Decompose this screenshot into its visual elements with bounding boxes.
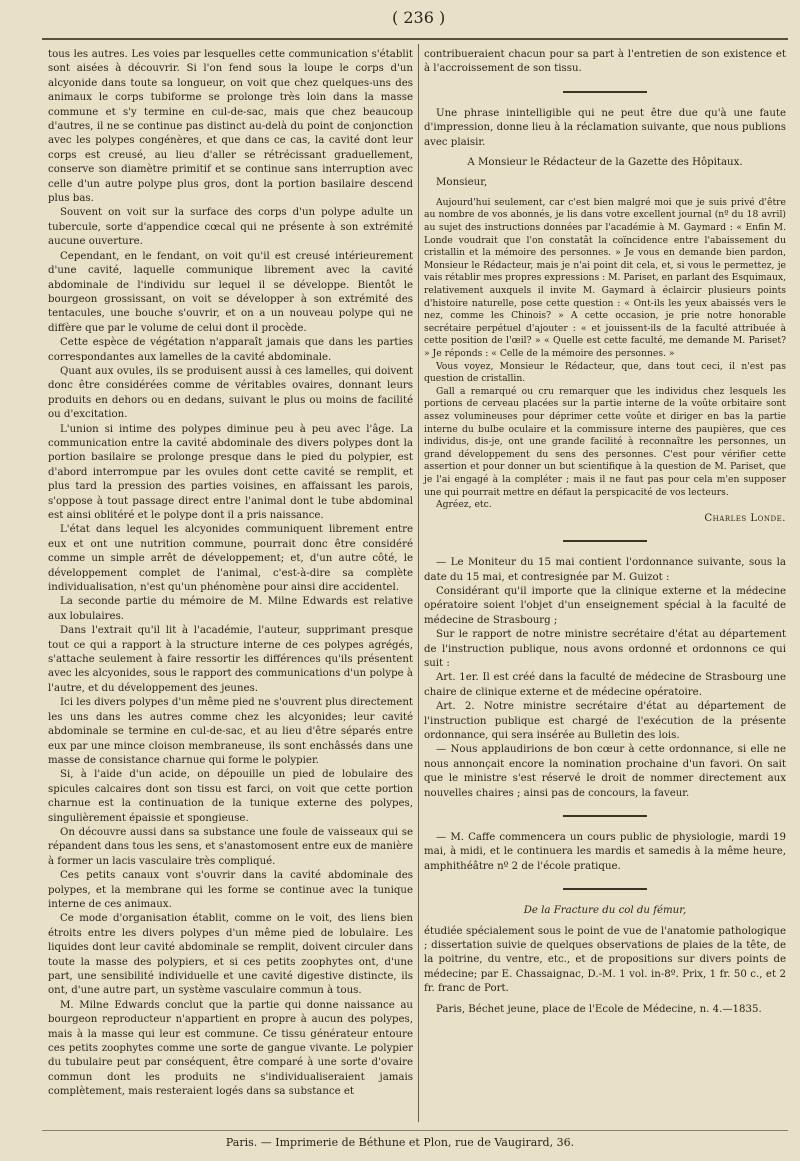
continuation-paragraph: contribueraient chacun pour sa part à l'entretien de son existence et à l'accroissement de son tissu. [424,49,786,75]
moniteur-comment: — Nous applaudirions de bon cœur à cette ordonnance, si elle ne nous annonçait encore la nomination prochaine d'un favori. On sait que le ministre s'est réservé le droit de nommer directement aux nouvelles chaires ; ainsi pas de concours, la faveur. [424,744,786,799]
article-paragraph: M. Milne Edwards conclut que la partie qui donne naissance au bourgeon reproducteur n'appartient en propre à aucun des polypes, mais à la masse qui leur est commune. Ce tissu générateur entoure ces petits zoophytes comme une sorte de gangue vivante. Le polypier du tubulaire peut par conséquent, être comparé à une sorte d'ovaire commun dont les produits ne s'individualiseraient jamais complètement, mais resteraient logés dans sa substance et [48,999,413,1098]
letter-paragraph: Vous voyez, Monsieur le Rédacteur, que, dans tout ceci, il n'est pas question de cristallin. [424,360,786,385]
section-separator [563,540,647,542]
letter-heading: A Monsieur le Rédacteur de la Gazette des Hôpitaux. [467,157,743,169]
letter-paragraph: Gall a remarqué ou cru remarquer que les individus chez lesquels les portions de cerveau placées sur la partie interne de la voûte orbitaire sont assez volumineuses pour déprimer cette voûte et diriger en bas la partie interne du bulbe oculaire et la commissure interne des paupières, que ces individus, dis-je, ont une grande facilité à reconnaître les personnes, un grand développement du sens des personnes. C'est pour vérifier cette assertion et pour donner un but scientifique à la question de M. Pariset, que je l'ai engagé à la compléter ; mais il ne faut pas pour cela m'en supposer une qui pourrait mettre en défaut la perspicacité de vos lecteurs. [424,385,786,498]
letter-signature: Charles Londe. [704,512,786,524]
footer-rule [42,1130,788,1131]
article-paragraph: L'état dans lequel les alcyonides communiquent librement entre eux et ont une nutrition commune, pourrait donc être considéré comme un simple arrêt de développement; et, d'un autre côté, le développement complet de l'animal, c'est-à-dire sa complète individualisation, n'est qu'un phénomène pour ainsi dire accidentel. [48,524,413,594]
article-paragraph: La seconde partie du mémoire de M. Milne Edwards est relative aux lobulaires. [48,596,413,622]
course-announcement: — M. Caffe commencera un cours public de physiologie, mardi 19 mai, à midi, et le continuera les mardis et samedis à la même heure, amphithéâtre nº 2 de l'école pratique. [424,832,786,872]
moniteur-paragraph: — Le Moniteur du 15 mai contient l'ordonnance suivante, sous la date du 15 mai, et contresignée par M. Guizot : [424,557,786,583]
notice-paragraph: Une phrase inintelligible qui ne peut être due qu'à une faute d'impression, donne lieu à la réclamation suivante, que nous publions avec plaisir. [424,107,786,148]
book-publisher: Paris, Béchet jeune, place de l'Ecole de Médecine, n. 4.—1835. [436,1003,762,1015]
article-paragraph: tous les autres. Les voies par lesquelles cette communication s'établit sont aisées à découvrir. Si l'on fend sous la loupe le corps d'un alcyonide dans toute sa longueur, on voit que chez quelques-uns des animaux le corps tubiforme se prolonge très loin dans la masse commune et s'y termine en cul-de-sac, mais que chez beaucoup d'autres, il ne se continue pas distinct au-delà du point de conjonction avec les polypes congénères, et que dans ce cas, la cavité dont leur corps est creusé, au lieu d'aller se rétrécissant graduellement, conserve son diamètre primitif et se continue sans interruption avec celle d'un autre polype plus gros, dont la portion basilaire descend plus bas. [48,49,413,205]
moniteur-paragraph: Sur le rapport de notre ministre secrétaire d'état au département de l'instruction publique, nous avons ordonné et ordonnons ce qui suit : [424,629,786,669]
left-column [48,48,413,1100]
top-rule [42,38,788,40]
letter-paragraph: Aujourd'hui seulement, car c'est bien malgré moi que je suis privé d'être au nombre de vos abonnés, je lis dans votre excellent journal (nº du 18 avril) au sujet des instructions données par l'académie à M. Gaymard : « Enfin M. Londe voudrait que l'on constatât la coïncidence entre l'abaissement du cristallin et la mémoire des personnes. » Je vous en demande bien pardon, Monsieur le Rédacteur, mais je n'ai point dit cela, et, si vous le permettez, je vais rétablir mes propres expressions : M. Pariset, en parlant des Esquimaux, relativement auxquels il invite M. Gaymard à éclaircir plusieurs points d'histoire naturelle, pose cette question : « Ont-ils les yeux abaissés vers le nez, comme les Chinois? » A cette occasion, je prie notre honorable secrétaire perpétuel d'ajouter : « et jouissent-ils de la faculté attribuée à cette position de l'œil? » « Quelle est cette faculté, me demande M. Pariset? » Je réponds : « Celle de la mémoire des personnes. » [424,196,786,359]
page-number: ( 236 ) [392,8,446,27]
letter-closing: Agréez, etc. [436,499,492,511]
book-description: étudiée spécialement sous le point de vue de l'anatomie pathologique ; dissertation suivie de quelques observations de plaies de la tête, de la poitrine, du ventre, etc., et de propositions sur divers points de médecine; par E. Chassaignac, D.-M. 1 vol. in-8º. Prix, 1 fr. 50 c., et 2 fr. franc de Port. [424,925,786,995]
section-separator [563,888,647,890]
right-column [424,48,786,1017]
article-paragraph: Ici les divers polypes d'un même pied ne s'ouvrent plus directement les uns dans les autres comme chez les alcyonides; leur cavité abdominale se termine en cul-de-sac, et au lieu d'être séparés entre eux par une mince cloison membraneuse, ils sont enchâssés dans une masse de consistance charnue qui forme le polypier. [48,697,413,766]
article-paragraph: Cependant, en le fendant, on voit qu'il est creusé intérieurement d'une cavité, laquelle communique librement avec la cavité abdominale de l'individu sur lequel il se développe. Bientôt le bourgeon grossissant, on voit se développer à son extrémité des tentacules, une bouche s'ouvrir, et on a un nouveau polype qui ne diffère que par le volume de celui dont il procède. [48,250,413,334]
article-paragraph: Quant aux ovules, ils se produisent aussi à ces lamelles, qui doivent donc être considérées comme de véritables ovaires, donnant leurs produits en dehors ou en dedans, suivant le plus ou moins de facilité ou d'excitation. [48,365,413,421]
moniteur-paragraph: Considérant qu'il importe que la clinique externe et la médecine opératoire soient l'objet d'un enseignement spécial à la faculté de médecine de Strasbourg ; [424,585,786,626]
section-separator [563,815,647,817]
article-paragraph: Cette espèce de végétation n'apparaît jamais que dans les parties correspondantes aux lamelles de la cavité abdominale. [48,337,413,363]
article-paragraph: Ces petits canaux vont s'ouvrir dans la cavité abdominale des polypes, et la membrane qui les forme se continue avec la tunique interne de ces animaux. [48,870,413,910]
column-divider [418,44,419,1122]
section-separator [563,91,647,93]
moniteur-article: Art. 2. Notre ministre secrétaire d'état au département de l'instruction publique est chargé de l'exécution de la présente ordonnance, qui sera insérée au Bulletin des lois. [424,701,786,741]
article-paragraph: On découvre aussi dans sa substance une foule de vaisseaux qui se répandent dans tous les sens, et s'anastomosent entre eux de manière à former un lacis vasculaire très compliqué. [48,826,413,867]
book-title: De la Fracture du col du fémur, [523,905,687,917]
letter-salutation: Monsieur, [436,177,488,189]
article-paragraph: Souvent on voit sur la surface des corps d'un polype adulte un tubercule, sorte d'appendice cœcal qui ne présente à son extrémité aucune ouverture. [48,207,413,248]
moniteur-article: Art. 1er. Il est créé dans la faculté de médecine de Strasbourg une chaire de clinique externe et de médecine opératoire. [424,672,786,698]
printer-imprint: Paris. — Imprimerie de Béthune et Plon, rue de Vaugirard, 36. [225,1136,575,1149]
article-paragraph: Si, à l'aide d'un acide, on dépouille un pied de lobulaire des spicules calcaires dont son tissu est farci, on voit que cette portion charnue est la continuation de la tunique externe des polypes, singulièrement épaissie et spongieuse. [48,769,413,824]
article-paragraph: Ce mode d'organisation établit, comme on le voit, des liens bien étroits entre les divers polypes d'un même pied de lobulaire. Les liquides dont leur cavité abdominale se remplit, doivent circuler dans toute la masse des polypiers, et si ces petits zoophytes ont, d'une part, une sensibilité individuelle et une cavité digestive distincte, ils ont, d'une autre part, un système vasculaire commun à tous. [48,913,413,997]
article-paragraph: Dans l'extrait qu'il lit à l'académie, l'auteur, supprimant presque tout ce qui a rapport à la structure interne de ces polypes agrégés, s'attache seulement à faire ressortir les différences qu'ils présentent avec les alcyonides, sous le rapport des communications d'un polype à l'autre, et du développement des jeunes. [48,625,413,694]
article-paragraph: L'union si intime des polypes diminue peu à peu avec l'âge. La communication entre la cavité abdominale des divers polypes dont la portion basilaire se prolonge presque dans le pied du polypier, est d'abord interrompue par les ovules dont cette cavité se remplit, et plus tard la pression des parties voisines, en affaissant les parois, s'oppose à tout passage direct entre l'animal dont le tube abdominal est ainsi oblitéré et le polype dont il a pris naissance. [48,423,413,521]
